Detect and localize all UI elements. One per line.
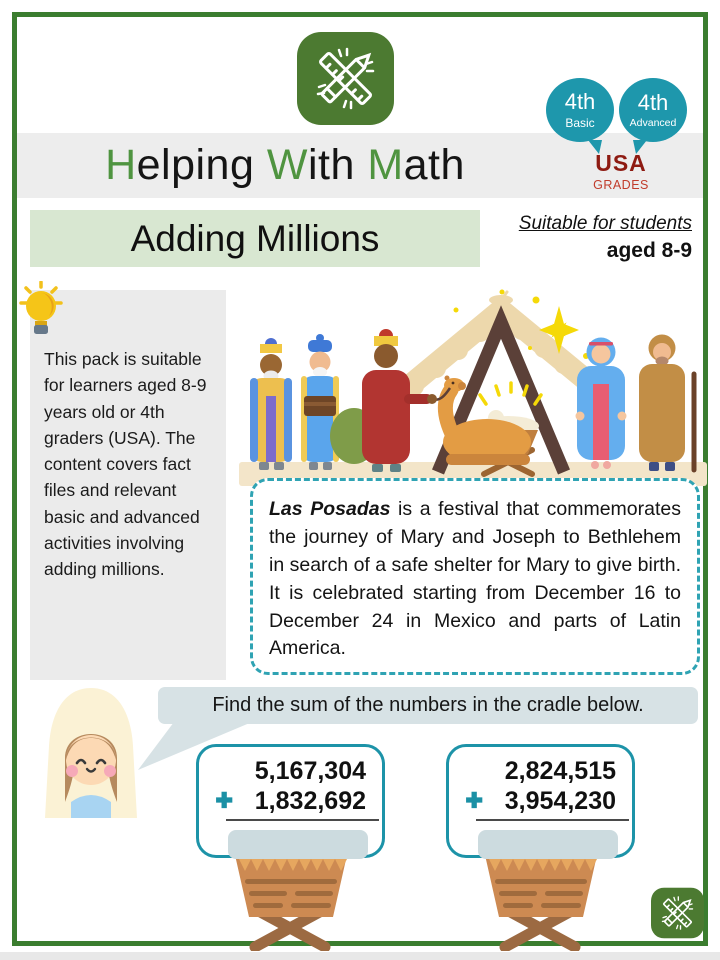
pack-description-box — [30, 290, 226, 680]
wise-man-gold — [250, 338, 292, 470]
page-bottom-edge — [0, 952, 720, 960]
wicker-cradle-1 — [221, 851, 361, 951]
light-bulb-icon — [17, 281, 65, 339]
site-title-letter: W — [266, 141, 308, 189]
fact-text: is a festival that commemorates the journey of Mary and Joseph to Bethlehem in search of a safe shelter for Mary to give birth. It is celebrated starting from December 16 to December 24 in Mexico and parts of Latin America. — [269, 498, 681, 660]
pack-description: This pack is suitable for learners aged 8-9 years old or 4th graders (USA). The content covers fact files and relevant basic and advanced activities involving adding millions. — [44, 349, 207, 579]
site-title-letter: H — [105, 141, 137, 189]
usa-grades-label — [575, 150, 667, 192]
site-title-text: ath — [403, 141, 465, 189]
mary-avatar — [35, 682, 147, 822]
suitability-line1: Suitable for students — [518, 213, 692, 234]
grade-badge-level: Advanced — [629, 116, 677, 129]
helping-with-math-logo — [297, 32, 394, 125]
addend-1: 5,167,304 — [254, 757, 366, 785]
addition-problem-card-2 — [446, 744, 635, 858]
sum-line — [226, 819, 379, 821]
addend-1: 2,824,515 — [504, 757, 616, 785]
answer-field[interactable] — [228, 830, 368, 859]
instruction-bubble: Find the sum of the numbers in the cradle below. — [158, 687, 698, 724]
sum-line — [476, 819, 629, 821]
suitability-line2: aged 8-9 — [606, 239, 692, 262]
grade-badge-basic — [546, 78, 614, 142]
joseph-figure — [639, 335, 694, 472]
site-title-letter: M — [367, 141, 404, 189]
plus-icon: + — [216, 784, 233, 815]
mary-figure — [576, 338, 627, 470]
grade-badge-grade: 4th — [637, 89, 669, 115]
helping-with-math-logo-small — [651, 885, 704, 941]
nativity-scene-illustration — [234, 288, 710, 488]
plus-icon: + — [466, 784, 483, 815]
grade-badge-level: Basic — [565, 115, 595, 130]
addend-2: 3,954,230 — [504, 787, 616, 815]
addition-problem-card-1 — [196, 744, 385, 858]
worksheet-title: Adding Millions — [30, 210, 480, 267]
fact-lead: Las Posadas — [269, 498, 391, 520]
site-title — [17, 133, 553, 198]
country-label: USA — [595, 150, 647, 176]
addend-2: 1,832,692 — [254, 787, 366, 815]
wicker-cradle-2 — [471, 851, 611, 951]
site-title-text: ith — [307, 141, 368, 189]
fact-box — [250, 478, 700, 675]
grades-label: GRADES — [593, 178, 649, 192]
suitability-note — [519, 213, 692, 263]
wise-man-red — [330, 329, 437, 472]
grade-badge-grade: 4th — [564, 88, 596, 114]
grade-badge-advanced — [619, 78, 687, 142]
answer-field[interactable] — [478, 830, 618, 859]
site-title-text: elping — [136, 141, 267, 189]
